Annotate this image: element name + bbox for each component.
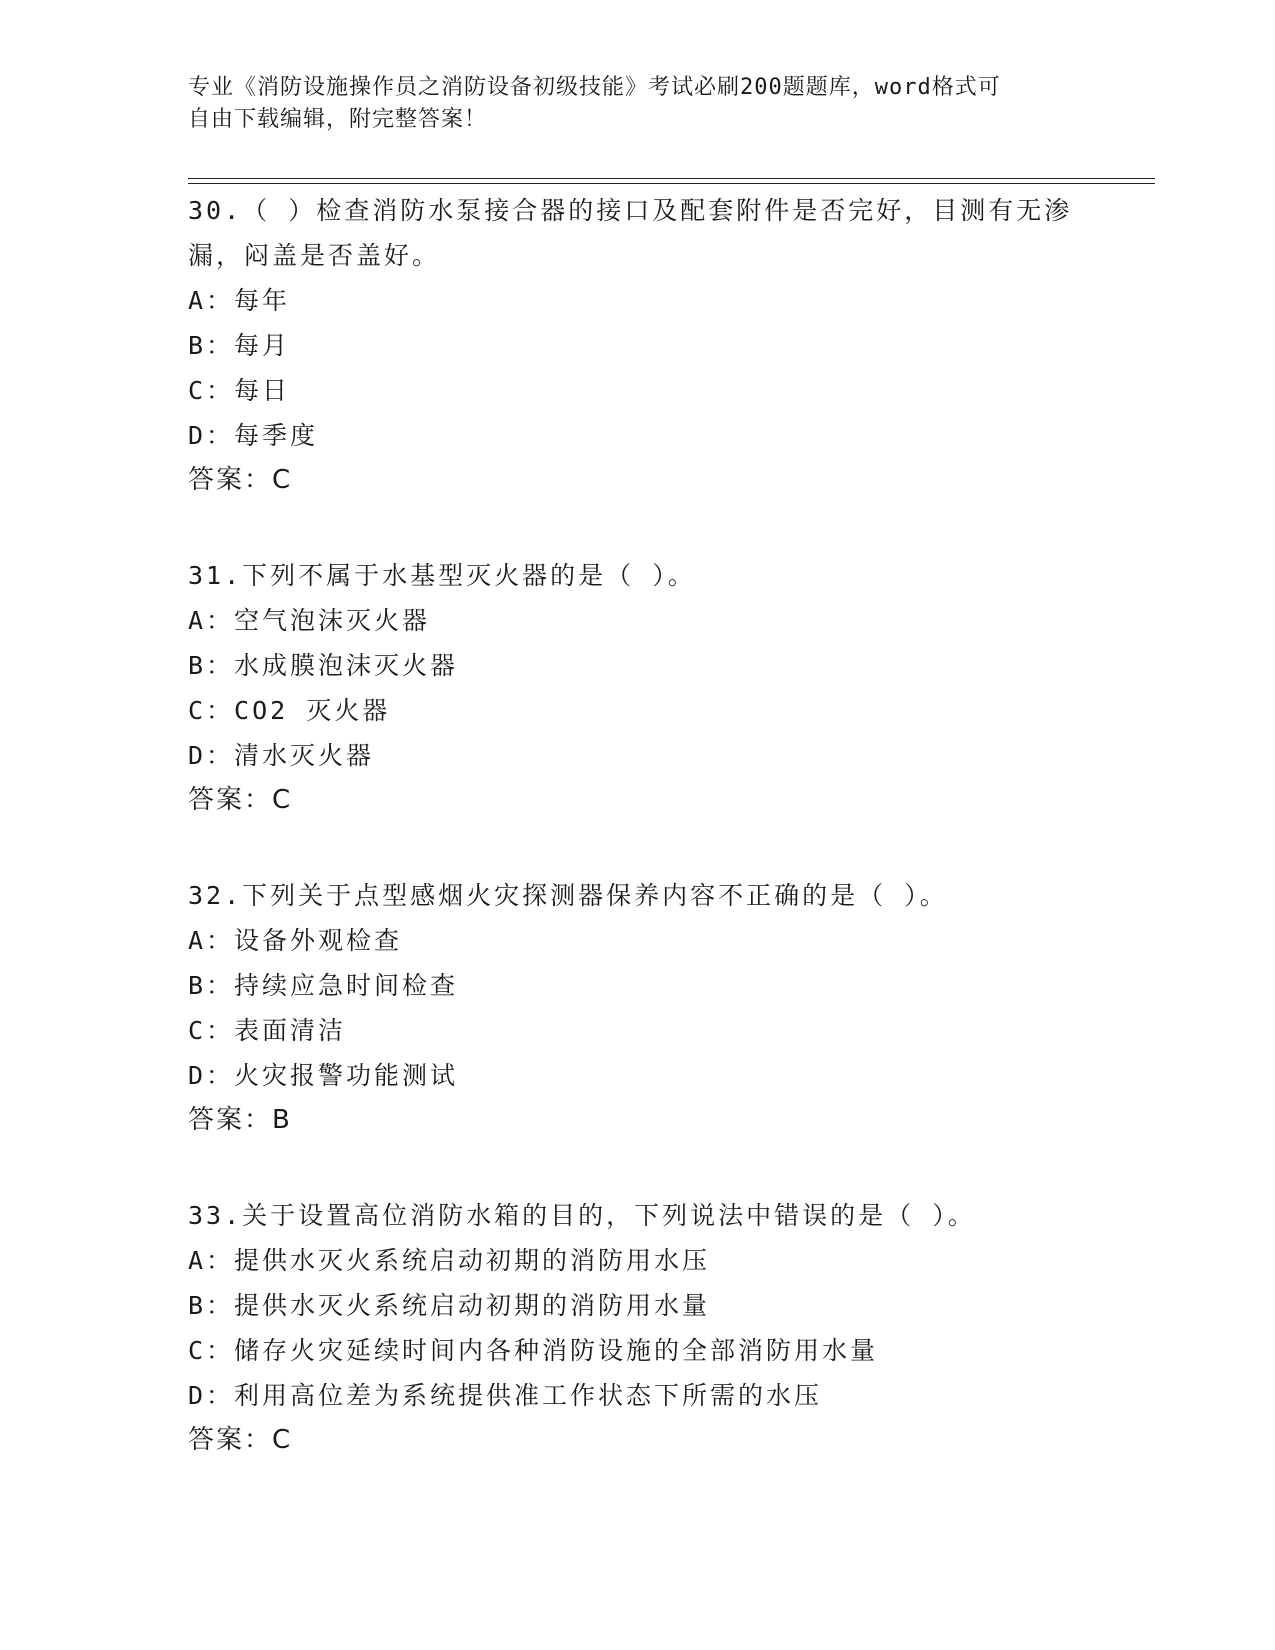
- option-a: A：空气泡沫灭火器: [188, 606, 431, 635]
- header-divider-bottom: [188, 183, 1155, 184]
- option-d: D：清水灭火器: [188, 741, 375, 770]
- answer-line: 答案：C: [188, 465, 293, 495]
- document-header: [188, 72, 1088, 136]
- option-c: C：CO2 灭火器: [188, 696, 391, 725]
- question-31: [188, 553, 1088, 823]
- question-stem: 31.下列不属于水基型灭火器的是（ ）。: [188, 561, 696, 590]
- answer-line: 答案：B: [188, 1105, 292, 1135]
- option-c: C：每日: [188, 376, 291, 405]
- option-c: C：表面清洁: [188, 1016, 347, 1045]
- header-line-1: 专业《消防设施操作员之消防设备初级技能》考试必刷200题题库，word格式可: [188, 75, 1001, 100]
- option-c: C：储存火灾延续时间内各种消防设施的全部消防用水量: [188, 1336, 879, 1365]
- question-stem: 32.下列关于点型感烟火灾探测器保养内容不正确的是（ ）。: [188, 881, 948, 910]
- question-30: [188, 188, 1088, 503]
- option-a: A：设备外观检查: [188, 926, 403, 955]
- option-b: B：水成膜泡沫灭火器: [188, 651, 459, 680]
- answer-line: 答案：C: [188, 1425, 293, 1455]
- option-b: B：提供水灭火系统启动初期的消防用水量: [188, 1291, 711, 1320]
- option-d: D：火灾报警功能测试: [188, 1061, 459, 1090]
- question-stem: 33.关于设置高位消防水箱的目的，下列说法中错误的是（ ）。: [188, 1201, 976, 1230]
- header-divider-top: [188, 178, 1155, 179]
- option-d: D：利用高位差为系统提供准工作状态下所需的水压: [188, 1381, 823, 1410]
- option-b: B：每月: [188, 331, 291, 360]
- option-b: B：持续应急时间检查: [188, 971, 459, 1000]
- option-a: A：每年: [188, 286, 291, 315]
- question-32: [188, 873, 1088, 1143]
- option-a: A：提供水灭火系统启动初期的消防用水压: [188, 1246, 711, 1275]
- option-d: D：每季度: [188, 421, 319, 450]
- question-stem: 30.（ ）检查消防水泵接合器的接口及配套附件是否完好，目测有无渗漏，闷盖是否盖好。: [188, 196, 1073, 270]
- header-line-2: 自由下载编辑，附完整答案！: [188, 107, 488, 132]
- answer-line: 答案：C: [188, 785, 293, 815]
- question-33: [188, 1193, 1088, 1463]
